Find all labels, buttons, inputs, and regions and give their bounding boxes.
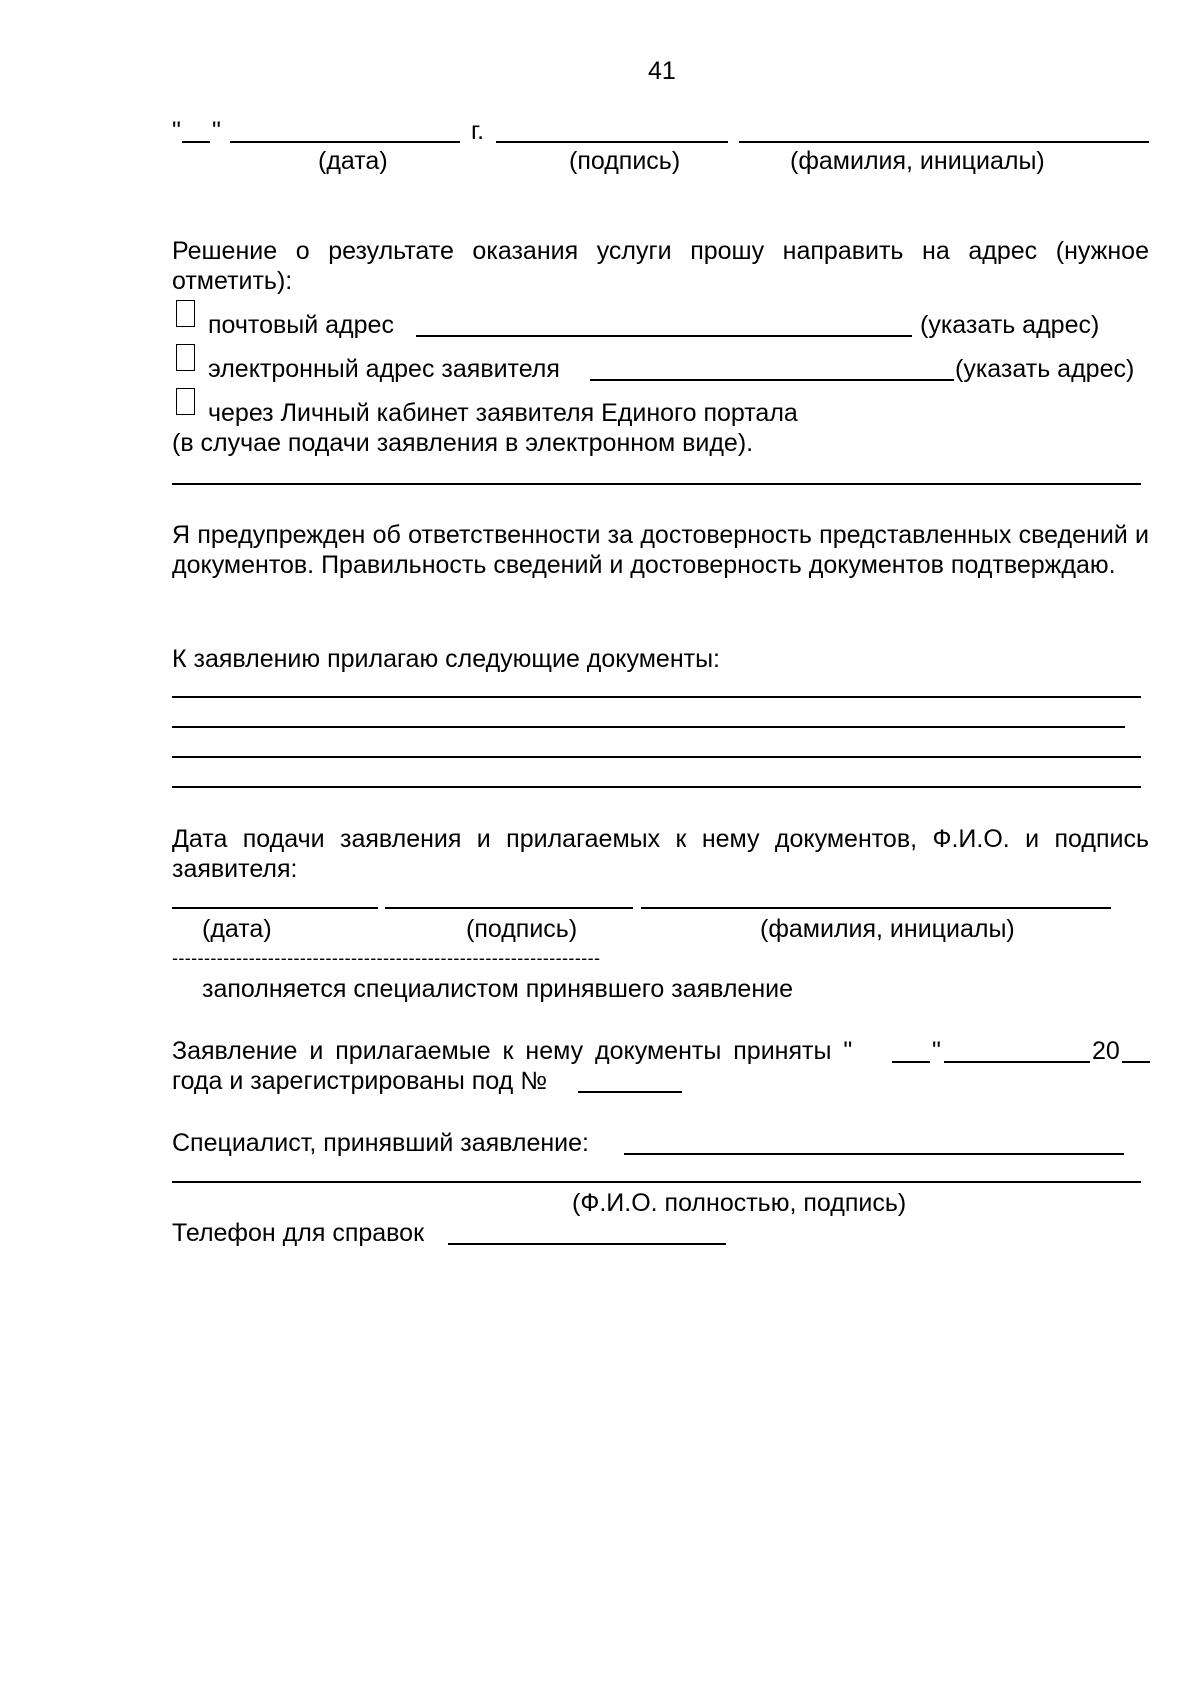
submission-name-blank[interactable] bbox=[641, 907, 1111, 909]
specialist-blank[interactable] bbox=[624, 1153, 1124, 1155]
registered-text: года и зарегистрированы под № bbox=[172, 1067, 548, 1095]
accepted-year-prefix: 20 bbox=[1092, 1037, 1120, 1065]
signature-caption: (подпись) bbox=[569, 147, 681, 175]
specialist-heading: заполняется специалистом принявшего заявление bbox=[202, 975, 793, 1003]
attachment-line-1[interactable] bbox=[172, 696, 1141, 698]
responsibility-statement: Я предупрежден об ответственности за достоверность представленных сведений и документов. Правильность сведений и достоверность документов подтверждаю. bbox=[172, 521, 1149, 579]
specialist-caption: (Ф.И.О. полностью, подпись) bbox=[572, 1189, 907, 1217]
specialist-label: Специалист, принявший заявление: bbox=[172, 1129, 589, 1157]
specialist-extra-blank[interactable] bbox=[172, 1181, 1141, 1183]
portal-option-label: через Личный кабинет заявителя Единого портала bbox=[208, 399, 798, 427]
name-caption: (фамилия, инициалы) bbox=[790, 147, 1045, 175]
attachment-line-3[interactable] bbox=[172, 756, 1141, 758]
postal-address-blank[interactable] bbox=[416, 335, 912, 337]
portal-option-note: (в случае подачи заявления в электронном виде). bbox=[172, 429, 754, 457]
email-checkbox[interactable] bbox=[176, 344, 195, 371]
submission-date-blank[interactable] bbox=[172, 907, 378, 909]
submission-name-caption: (фамилия, инициалы) bbox=[760, 915, 1015, 943]
submission-signature-blank[interactable] bbox=[385, 907, 633, 909]
signature-blank[interactable] bbox=[496, 141, 728, 143]
email-option-label: электронный адрес заявителя bbox=[208, 355, 560, 383]
portal-checkbox[interactable] bbox=[176, 388, 195, 415]
section-separator: ------------------------------------------------------------------- bbox=[172, 948, 601, 968]
accepted-quote-close: " bbox=[932, 1037, 941, 1065]
name-blank[interactable] bbox=[739, 141, 1149, 143]
day-blank[interactable] bbox=[182, 141, 210, 143]
postal-option-hint: (указать адрес) bbox=[920, 311, 1100, 339]
attachments-label: К заявлению прилагаю следующие документы: bbox=[172, 645, 720, 673]
phone-blank[interactable] bbox=[448, 1243, 726, 1245]
delivery-extra-line[interactable] bbox=[172, 483, 1141, 485]
date-blank[interactable] bbox=[230, 141, 460, 143]
delivery-intro: Решение о результате оказания услуги прошу направить на адрес (нужное отметить): bbox=[172, 237, 1149, 295]
phone-label: Телефон для справок bbox=[172, 1219, 425, 1247]
email-address-blank[interactable] bbox=[590, 379, 954, 381]
date-caption: (дата) bbox=[318, 147, 388, 175]
page-number: 41 bbox=[648, 57, 676, 85]
registration-number-blank[interactable] bbox=[578, 1091, 682, 1093]
year-suffix: г. bbox=[471, 117, 485, 145]
day-quote-open: " bbox=[172, 117, 181, 145]
attachment-line-2[interactable] bbox=[172, 726, 1125, 728]
submission-date-caption: (дата) bbox=[202, 915, 272, 943]
accepted-day-blank[interactable] bbox=[892, 1061, 930, 1063]
submission-text: Дата подачи заявления и прилагаемых к нему документов, Ф.И.О. и подпись заявителя: bbox=[172, 825, 1149, 883]
submission-signature-caption: (подпись) bbox=[466, 915, 578, 943]
accepted-text: Заявление и прилагаемые к нему документы приняты " bbox=[172, 1037, 853, 1065]
postal-checkbox[interactable] bbox=[176, 300, 195, 327]
postal-option-label: почтовый адрес bbox=[208, 311, 394, 339]
accepted-month-blank[interactable] bbox=[944, 1061, 1090, 1063]
email-option-hint: (указать адрес) bbox=[955, 355, 1135, 383]
attachment-line-4[interactable] bbox=[172, 786, 1141, 788]
day-quote-close: " bbox=[212, 117, 221, 145]
accepted-year-blank[interactable] bbox=[1122, 1061, 1150, 1063]
